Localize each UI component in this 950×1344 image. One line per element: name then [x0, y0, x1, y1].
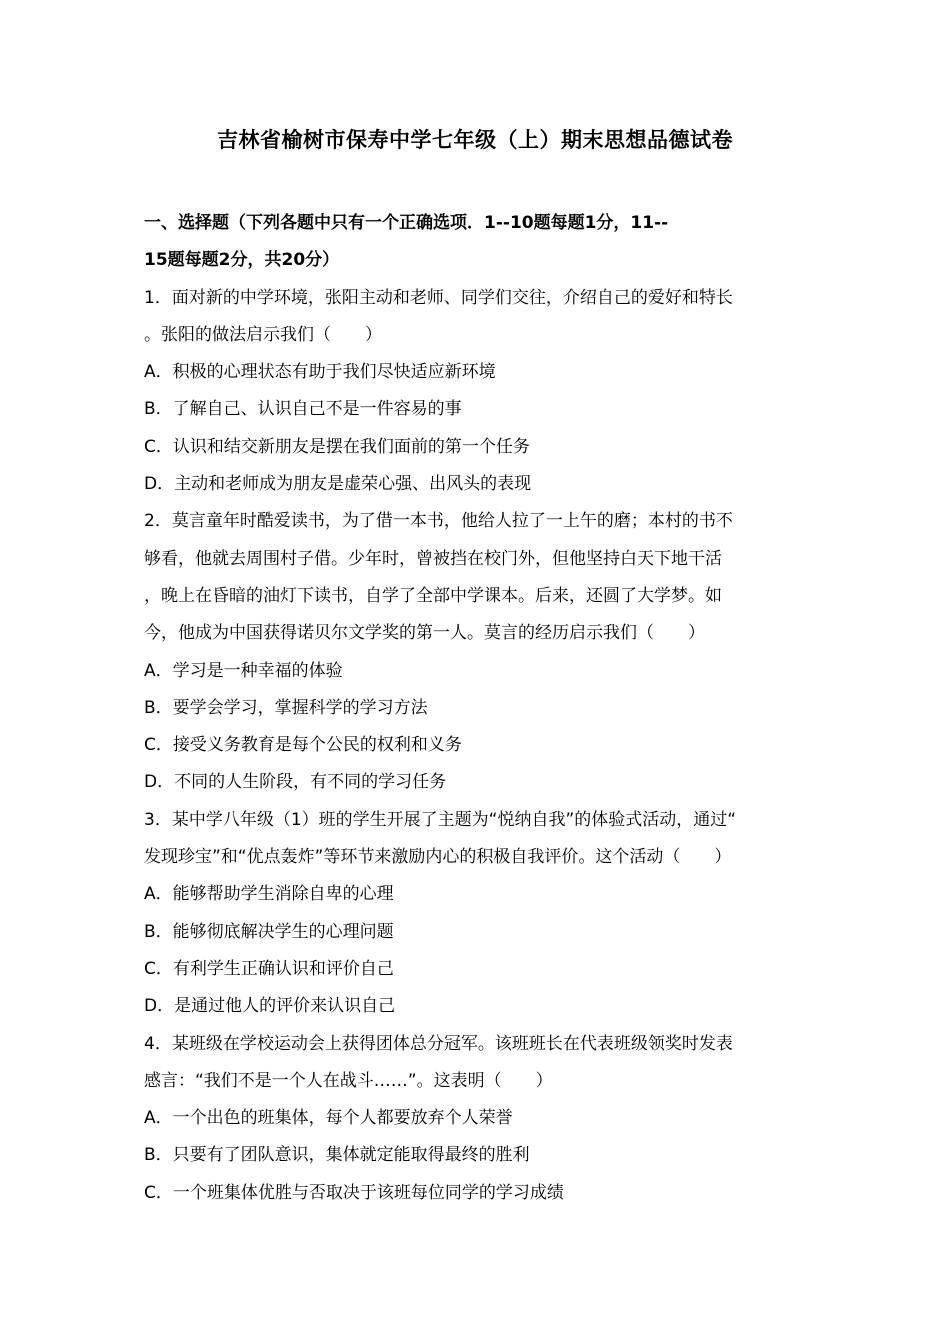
option-c: C．有利学生正确认识和评价自己 — [144, 958, 394, 979]
option-c: C．一个班集体优胜与否取决于该班每位同学的学习成绩 — [144, 1182, 564, 1203]
question-2 — [144, 503, 809, 801]
option-b: B．只要有了团队意识，集体就定能取得最终的胜利 — [144, 1145, 530, 1166]
section-heading-line-1: 一、选择题（下列各题中只有一个正确选项．1--10题每题1分，11-- — [144, 213, 669, 233]
option-a: A．学习是一种幸福的体验 — [144, 660, 343, 681]
section-heading-line-2: 15题每题2分，共20分） — [144, 250, 340, 271]
option-d: D．主动和老师成为朋友是虚荣心强、出风头的表现 — [144, 474, 532, 495]
option-c: C．接受义务教育是每个公民的权利和义务 — [144, 735, 462, 756]
option-a: A．一个出色的班集体，每个人都要放弃个人荣誉 — [144, 1108, 513, 1129]
question-stem-line: 3．某中学八年级（1）班的学生开展了主题为“悦纳自我”的体验式活动，通过“ — [144, 809, 737, 830]
page-title: 吉林省榆树市保寿中学七年级（上）期末思想品德试卷 — [217, 128, 733, 152]
question-stem-line: 。张阳的做法启示我们（ ） — [144, 324, 382, 345]
question-stem-line: 4．某班级在学校运动会上获得团体总分冠军。该班班长在代表班级领奖时发表 — [144, 1033, 733, 1054]
option-d: D．是通过他人的评价来认识自己 — [144, 996, 396, 1017]
option-b: B．要学会学习，掌握科学的学习方法 — [144, 697, 428, 718]
question-stem-line: 感言：“我们不是一个人在战斗……”。这表明（ ） — [144, 1070, 553, 1091]
question-stem-line: 1．面对新的中学环境，张阳主动和老师、同学们交往，介绍自己的爱好和特长 — [144, 287, 733, 308]
option-a: A．能够帮助学生消除自卑的心理 — [144, 884, 394, 905]
option-a: A．积极的心理状态有助于我们尽快适应新环境 — [144, 362, 496, 383]
option-c: C．认识和结交新朋友是摆在我们面前的第一个任务 — [144, 436, 530, 457]
question-4 — [144, 1026, 809, 1212]
option-d: D．不同的人生阶段，有不同的学习任务 — [144, 772, 447, 793]
question-3 — [144, 802, 809, 1026]
question-stem-line: 够看，他就去周围村子借。少年时，曾被挡在校门外，但他坚持白天下地干活 — [144, 548, 722, 569]
question-stem-line: 今，他成为中国获得诺贝尔文学奖的第一人。莫言的经历启示我们（ ） — [144, 623, 705, 644]
question-stem-line: 发现珍宝”和“优点轰炸”等环节来激励内心的积极自我评价。这个活动（ ） — [144, 847, 732, 868]
option-b: B．了解自己、认识自己不是一件容易的事 — [144, 399, 462, 420]
question-stem-line: ，晚上在昏暗的油灯下读书，自学了全部中学课本。后来，还圆了大学梦。如 — [144, 585, 722, 606]
question-stem-line: 2．莫言童年时酷爱读书，为了借一本书，他给人拉了一上午的磨；本村的书不 — [144, 511, 733, 532]
exam-content — [144, 205, 809, 1212]
option-b: B．能够彻底解决学生的心理问题 — [144, 921, 394, 942]
question-1 — [144, 280, 809, 504]
